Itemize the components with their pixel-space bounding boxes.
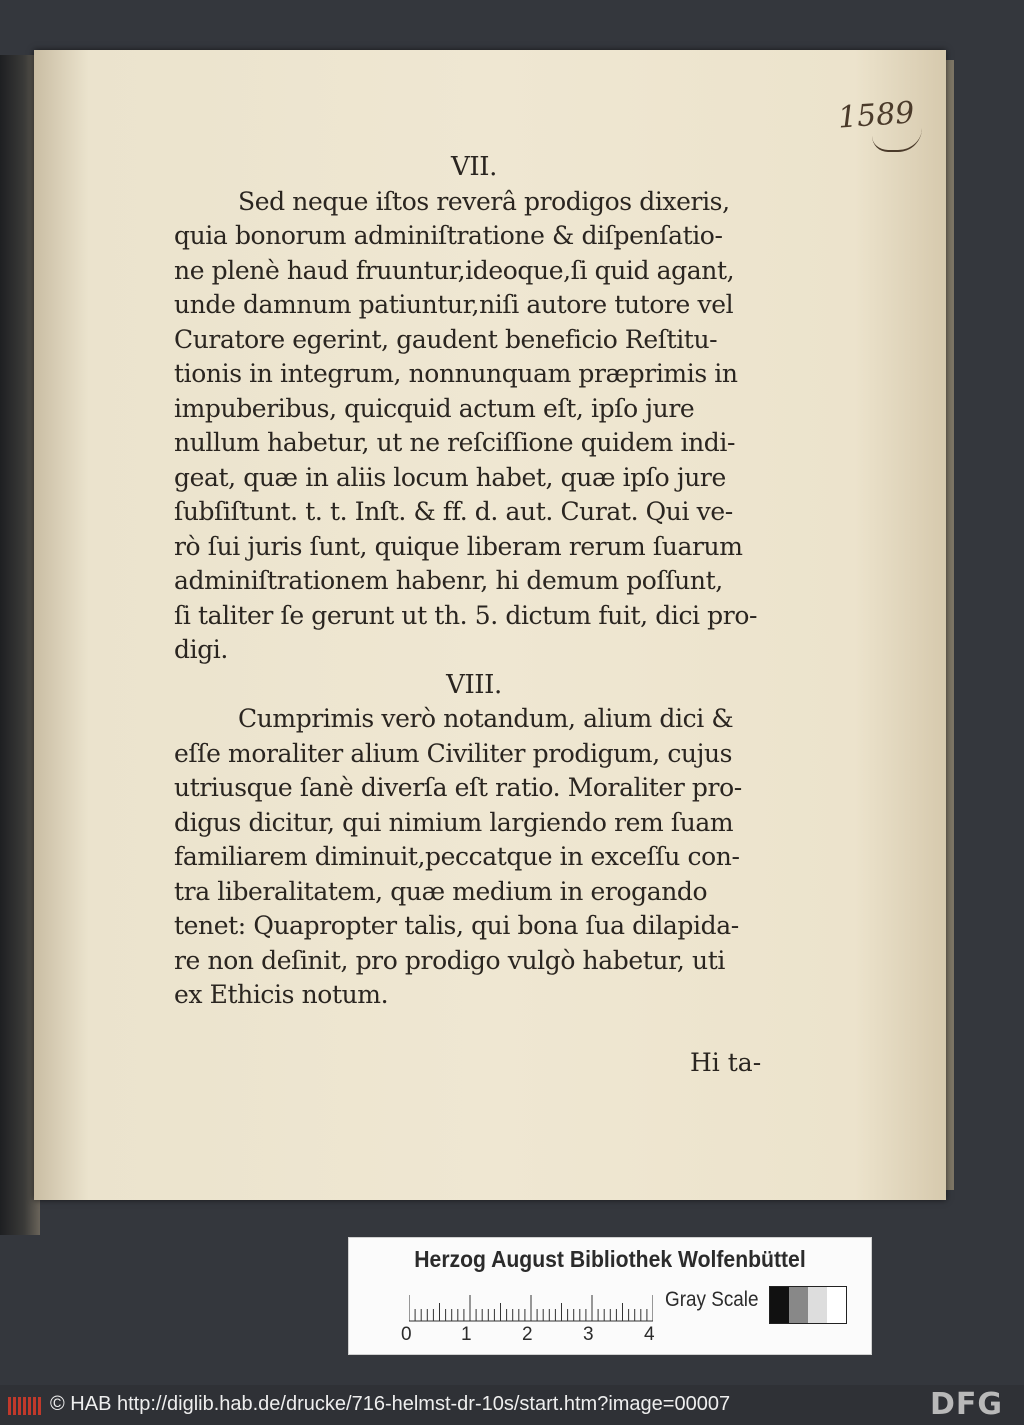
text-line: unde damnum patiuntur,niſi autore tutore vel: [174, 290, 734, 319]
footer-bar: [0, 1385, 1024, 1425]
text-line: rò ſui juris ſunt, quique liberam rerum ſuarum: [174, 531, 743, 561]
gray-swatch: [808, 1287, 827, 1323]
ruler-numbers: [401, 1324, 661, 1348]
text-line: nullum habetur, ut ne reſciſſione quidem indi-: [174, 428, 736, 457]
ruler-number: 2: [522, 1324, 533, 1345]
color-calibration-target: [348, 1237, 872, 1355]
section-viii-body: [174, 702, 774, 1013]
catchword: Hi ta-: [690, 1048, 762, 1077]
text-line: tra liberalitatem, quæ medium in erogando: [174, 876, 708, 906]
hab-logo-icon: [6, 1394, 42, 1418]
text-line: digus dicitur, qui nimium largiendo rem ſuam: [174, 807, 734, 837]
section-heading-vii: VII.: [451, 152, 497, 182]
text-line: eſſe moraliter alium Civiliter prodigum, cujus: [174, 738, 733, 768]
section-heading-viii: VIII.: [446, 669, 502, 700]
ruler-number: 0: [401, 1324, 412, 1345]
text-line: Sed neque iſtos reverâ prodigos dixeris,: [238, 186, 730, 216]
ruler-scale-icon: [409, 1292, 653, 1322]
gray-scale-swatches: [769, 1286, 847, 1324]
text-line: geat, quæ in aliis locum habet, quæ ipſo jure: [174, 462, 726, 492]
gray-scale-label: Gray Scale: [665, 1288, 759, 1311]
gray-swatch: [770, 1287, 789, 1323]
text-line: quia bonorum adminiſtratione & diſpenſatio-: [174, 221, 723, 250]
text-line: impuberibus, quicquid actum eſt, ipſo jure: [174, 393, 695, 423]
footer-permalink[interactable]: © HAB http://diglib.hab.de/drucke/716-helmst-dr-10s/start.htm?image=00007: [50, 1393, 731, 1415]
text-line: digi.: [174, 635, 228, 664]
text-line: Cumprimis verò notandum, alium dici &: [238, 704, 734, 733]
gray-swatch: [827, 1287, 846, 1323]
ruler-number: 1: [461, 1324, 472, 1345]
page-text: [174, 150, 774, 1013]
section-vii-body: [174, 185, 774, 668]
text-line: ſi taliter ſe gerunt ut th. 5. dictum fuit, dici pro-: [174, 600, 758, 630]
text-line: familiarem diminuit,peccatque in exceſſu con-: [174, 842, 740, 871]
gray-swatch: [789, 1287, 808, 1323]
text-line: Curatore egerint, gaudent beneficio Reſtitu-: [174, 324, 718, 354]
dfg-logo: DFG: [930, 1387, 1004, 1422]
text-line: ſubſiſtunt. t. t. Inſt. & ff. d. aut. Curat. Qui ve-: [174, 497, 733, 526]
text-line: tenet: Quapropter talis, qui bona ſua dilapida-: [174, 911, 739, 940]
text-line: utriusque ſanè diverſa eſt ratio. Moraliter pro-: [174, 773, 742, 802]
ruler-number: 4: [644, 1324, 655, 1345]
text-line: ne plenè haud fruuntur,ideoque,ſi quid agant,: [174, 255, 735, 285]
text-line: ex Ethicis notum.: [174, 980, 389, 1009]
text-line: tionis in integrum, nonnunquam præprimis in: [174, 359, 738, 388]
text-line: adminiſtrationem habenr, hi demum poſſunt,: [174, 566, 723, 595]
target-title: Herzog August Bibliothek Wolfenbüttel: [414, 1246, 806, 1272]
ruler-number: 3: [583, 1324, 594, 1345]
folio-number: 1589: [836, 95, 916, 136]
text-line: re non deſinit, pro prodigo vulgò habetur, uti: [174, 945, 725, 975]
